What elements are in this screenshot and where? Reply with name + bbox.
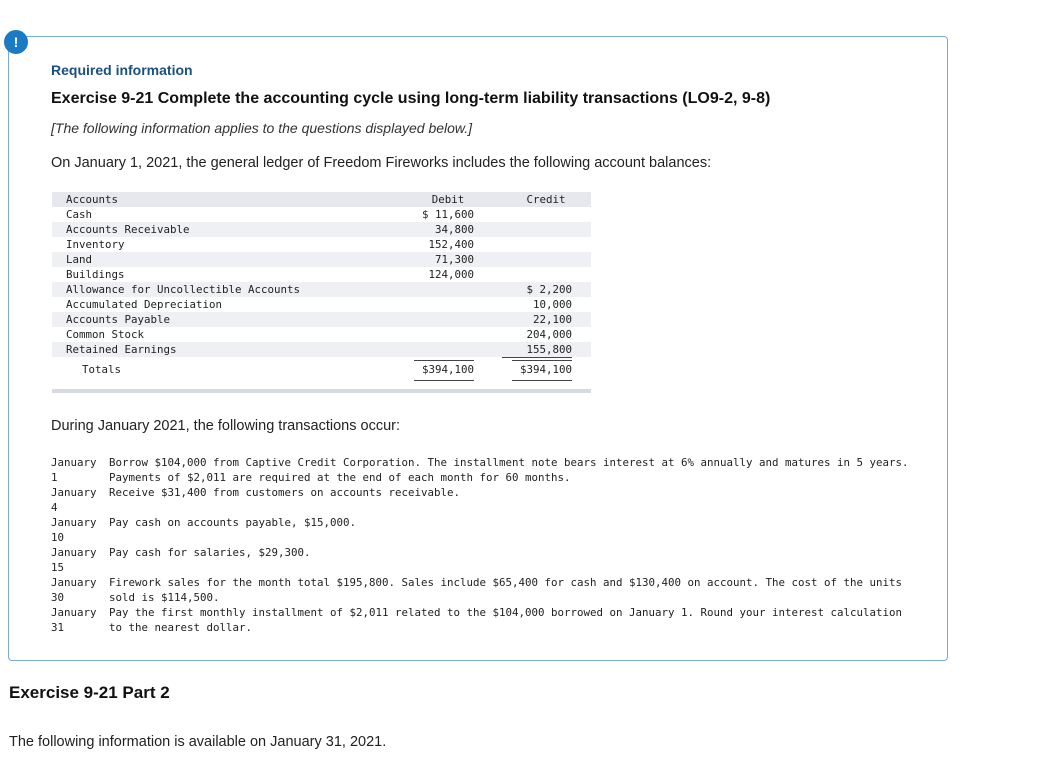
credit-value: 204,000	[526, 328, 572, 341]
part2-heading: Exercise 9-21 Part 2	[9, 683, 170, 702]
intro-text: On January 1, 2021, the general ledger of Freedom Fireworks includes the following account balances:	[51, 155, 712, 171]
transaction-item	[51, 575, 921, 605]
transaction-text: Borrow $104,000 from Captive Credit Corporation. The installment note bears interest at 6% annually and matures in 5 years. Payments of $2,011 are required at the end of each month for 60 months.	[109, 456, 909, 484]
credit-total: $394,100	[519, 363, 572, 376]
transaction-text: Pay the first monthly installment of $2,011 related to the $104,000 borrowed on January 1. Round your interest calculation to the nearest dollar.	[109, 606, 903, 634]
transaction-item	[51, 605, 921, 635]
transaction-date: January 1	[51, 456, 97, 484]
debit-total-rule	[414, 360, 474, 361]
totals-row	[52, 357, 591, 387]
credit-value: 10,000	[532, 298, 572, 311]
debit-value: 71,300	[434, 253, 474, 266]
ledger-row	[52, 237, 591, 252]
required-information-heading: Required information	[51, 62, 193, 78]
account-name: Common Stock	[66, 328, 145, 341]
account-name: Cash	[66, 208, 93, 221]
transaction-item	[51, 515, 921, 545]
transaction-text: Pay cash on accounts payable, $15,000.	[109, 516, 357, 529]
account-name: Accounts Receivable	[66, 223, 190, 236]
debit-value: $ 11,600	[421, 208, 474, 221]
account-name: Retained Earnings	[66, 343, 177, 356]
transaction-date: January 30	[51, 576, 97, 604]
debit-value: 124,000	[428, 268, 474, 281]
ledger-row	[52, 252, 591, 267]
transaction-item	[51, 455, 921, 485]
transaction-text: Firework sales for the month total $195,800. Sales include $65,400 for cash and $130,400 on account. The cost of the units sold is $114,500.	[109, 576, 903, 604]
ledger-table	[52, 192, 591, 393]
credit-value: 155,800	[502, 342, 572, 358]
info-note: [The following information applies to the questions displayed below.]	[51, 120, 473, 136]
transaction-text: Receive $31,400 from customers on accounts receivable.	[109, 486, 461, 499]
credit-value: $ 2,200	[526, 283, 572, 296]
ledger-header-row	[52, 192, 591, 207]
transaction-date: January 31	[51, 606, 97, 634]
account-name: Buildings	[66, 268, 125, 281]
account-name: Allowance for Uncollectible Accounts	[66, 283, 301, 296]
transaction-date: January 4	[51, 486, 97, 514]
account-name: Inventory	[66, 238, 125, 251]
credit-header: Credit	[526, 193, 566, 206]
debit-header: Debit	[431, 193, 465, 206]
accounts-header: Accounts	[66, 193, 119, 206]
alert-icon: !	[4, 30, 28, 54]
transaction-item	[51, 545, 921, 575]
ledger-row	[52, 327, 591, 342]
ledger-row	[52, 312, 591, 327]
ledger-row	[52, 267, 591, 282]
transaction-date: January 15	[51, 546, 97, 574]
totals-label: Totals	[82, 363, 122, 376]
debit-double-rule	[414, 380, 474, 381]
debit-value: 152,400	[428, 238, 474, 251]
transactions-intro: During January 2021, the following transactions occur:	[51, 418, 400, 434]
ledger-row	[52, 207, 591, 222]
ledger-row	[52, 282, 591, 297]
transaction-item	[51, 485, 921, 515]
part2-text: The following information is available on January 31, 2021.	[9, 734, 387, 750]
credit-total-rule	[512, 360, 572, 361]
debit-total: $394,100	[421, 363, 474, 376]
credit-double-rule	[512, 380, 572, 381]
ledger-bottom-bar	[52, 389, 591, 393]
transactions-list	[51, 455, 921, 635]
ledger-row	[52, 342, 591, 357]
ledger-row	[52, 222, 591, 237]
transaction-date: January 10	[51, 516, 97, 544]
credit-value: 22,100	[532, 313, 572, 326]
ledger-row	[52, 297, 591, 312]
exercise-title: Exercise 9-21 Complete the accounting cycle using long-term liability transactions (LO9-2, 9-8)	[51, 90, 771, 107]
account-name: Land	[66, 253, 93, 266]
transaction-text: Pay cash for salaries, $29,300.	[109, 546, 311, 559]
account-name: Accounts Payable	[66, 313, 171, 326]
debit-value: 34,800	[434, 223, 474, 236]
account-name: Accumulated Depreciation	[66, 298, 223, 311]
